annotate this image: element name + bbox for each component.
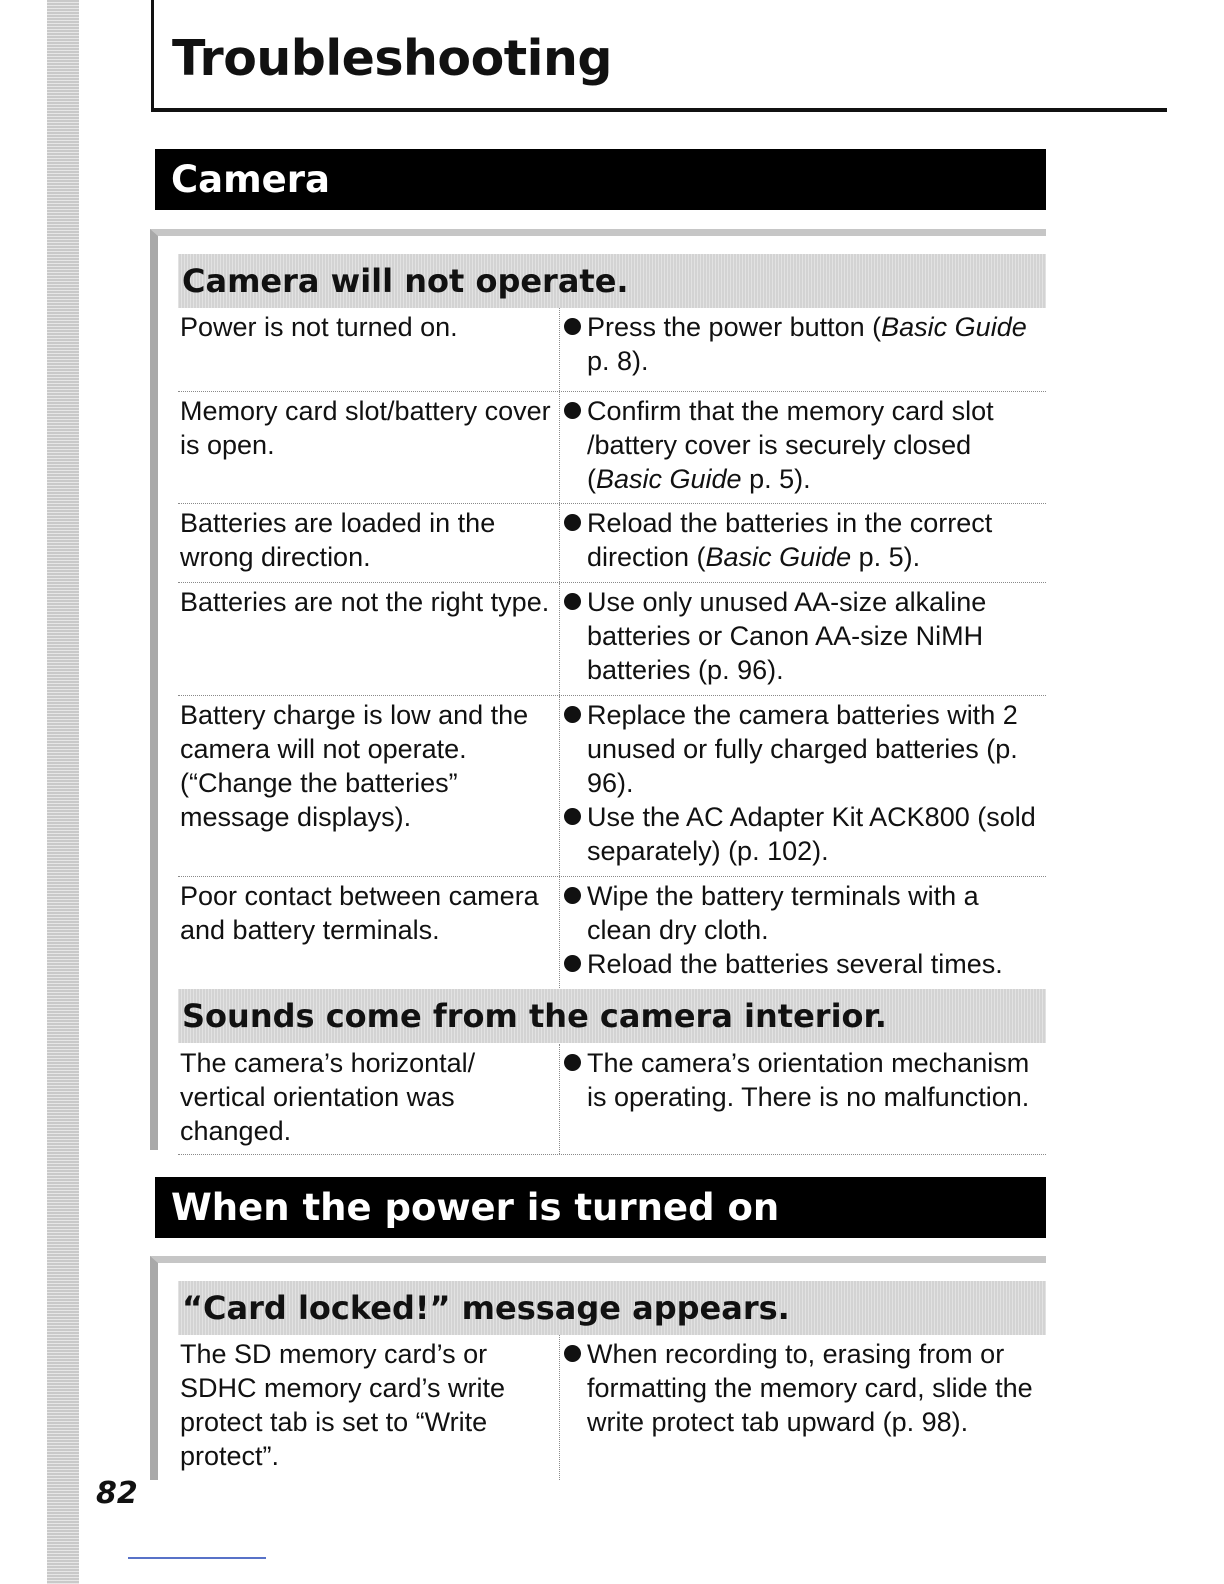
remedy-list — [561, 585, 1050, 687]
page-reference: p. 5). — [851, 542, 921, 572]
column-divider — [559, 877, 560, 988]
section-heading: When the power is turned on — [171, 1186, 780, 1229]
table-row — [178, 1044, 1046, 1155]
problem-heading-sounds-from-interior — [178, 989, 1046, 1043]
remedy-text: The camera’s orientation mechanism is operating. There is no malfunction. — [587, 1048, 1030, 1112]
remedy-text: Use the AC Adapter Kit ACK800 (sold separately) (p. 102). — [587, 802, 1036, 866]
remedy-list — [561, 506, 1050, 574]
problem-heading-camera-will-not-operate — [178, 254, 1046, 308]
manual-reference: Basic Guide — [596, 464, 742, 494]
remedy-item — [561, 800, 1050, 868]
column-divider — [559, 583, 560, 695]
footer-rule — [128, 1557, 266, 1559]
remedy-text: Press the power button ( — [587, 312, 882, 342]
remedy-text: Reload the batteries in the correct direction ( — [587, 508, 993, 572]
remedy-item — [561, 310, 1050, 378]
troubleshooting-panel-camera — [150, 229, 1046, 1150]
remedy-item — [561, 947, 1050, 981]
column-divider — [559, 1044, 560, 1154]
cause-text: Poor contact between camera and battery terminals. — [180, 881, 539, 945]
remedy-item — [561, 879, 1050, 947]
remedy-text: Replace the camera batteries with 2 unused or fully charged batteries (p. 96). — [587, 700, 1018, 798]
remedy-item — [561, 506, 1050, 574]
cause-text: Memory card slot/battery cover is open. — [180, 396, 551, 460]
column-divider — [559, 1335, 560, 1480]
column-divider — [559, 696, 560, 876]
column-divider — [559, 308, 560, 391]
column-divider — [559, 504, 560, 582]
table-row — [178, 504, 1046, 583]
page-reference: p. 5). — [741, 464, 811, 494]
section-header-camera — [155, 149, 1046, 210]
table-row — [178, 583, 1046, 696]
table-row — [178, 308, 1046, 392]
manual-reference: Basic Guide — [881, 312, 1027, 342]
column-divider — [559, 392, 560, 503]
troubleshooting-panel-power-on — [150, 1256, 1046, 1480]
cause-text: The SD memory card’s or SDHC memory card’s write protect tab is set to “Write protect”. — [180, 1339, 506, 1471]
problem-title: Camera will not operate. — [182, 262, 629, 300]
problem-heading-card-locked — [178, 1281, 1046, 1335]
page-number: 82 — [96, 1476, 138, 1511]
remedy-item — [561, 698, 1050, 800]
section-header-power-on — [155, 1177, 1046, 1238]
page-edge-strip — [47, 0, 79, 1584]
problem-title: Sounds come from the camera interior. — [182, 997, 887, 1035]
remedy-list — [561, 310, 1050, 378]
page-title-block — [151, 0, 1167, 112]
remedy-item — [561, 394, 1050, 496]
remedy-list — [561, 394, 1050, 496]
remedy-list — [561, 698, 1050, 868]
cause-text: Battery charge is low and the camera will not operate. (“Change the batteries” message displays). — [180, 700, 529, 832]
remedy-item — [561, 585, 1050, 687]
cause-text: Power is not turned on. — [180, 312, 458, 342]
cause-text: Batteries are loaded in the wrong direction. — [180, 508, 496, 572]
table-row — [178, 1335, 1046, 1480]
remedy-list — [561, 1046, 1050, 1114]
remedy-text: Reload the batteries several times. — [587, 949, 1003, 979]
cause-text: The camera’s horizontal/ vertical orientation was changed. — [180, 1048, 476, 1146]
remedy-list — [561, 1337, 1050, 1439]
page-reference: p. 8). — [587, 346, 649, 376]
remedy-text: Use only unused AA-size alkaline batteries or Canon AA-size NiMH batteries (p. 96). — [587, 587, 987, 685]
remedy-item — [561, 1046, 1050, 1114]
table-row — [178, 877, 1046, 988]
cause-text: Batteries are not the right type. — [180, 587, 550, 617]
manual-reference: Basic Guide — [705, 542, 852, 572]
table-row — [178, 696, 1046, 877]
remedy-text: When recording to, erasing from or formatting the memory card, slide the write protect tab upward (p. 98). — [587, 1339, 1033, 1437]
remedy-text: Wipe the battery terminals with a clean dry cloth. — [587, 881, 979, 945]
table-row — [178, 392, 1046, 504]
problem-title: “Card locked!” message appears. — [182, 1289, 790, 1327]
remedy-list — [561, 879, 1050, 981]
page-title: Troubleshooting — [172, 30, 612, 87]
remedy-item — [561, 1337, 1050, 1439]
remedy-text: Confirm that the memory card slot /battery cover is securely closed ( — [587, 396, 994, 494]
section-heading: Camera — [171, 158, 330, 201]
